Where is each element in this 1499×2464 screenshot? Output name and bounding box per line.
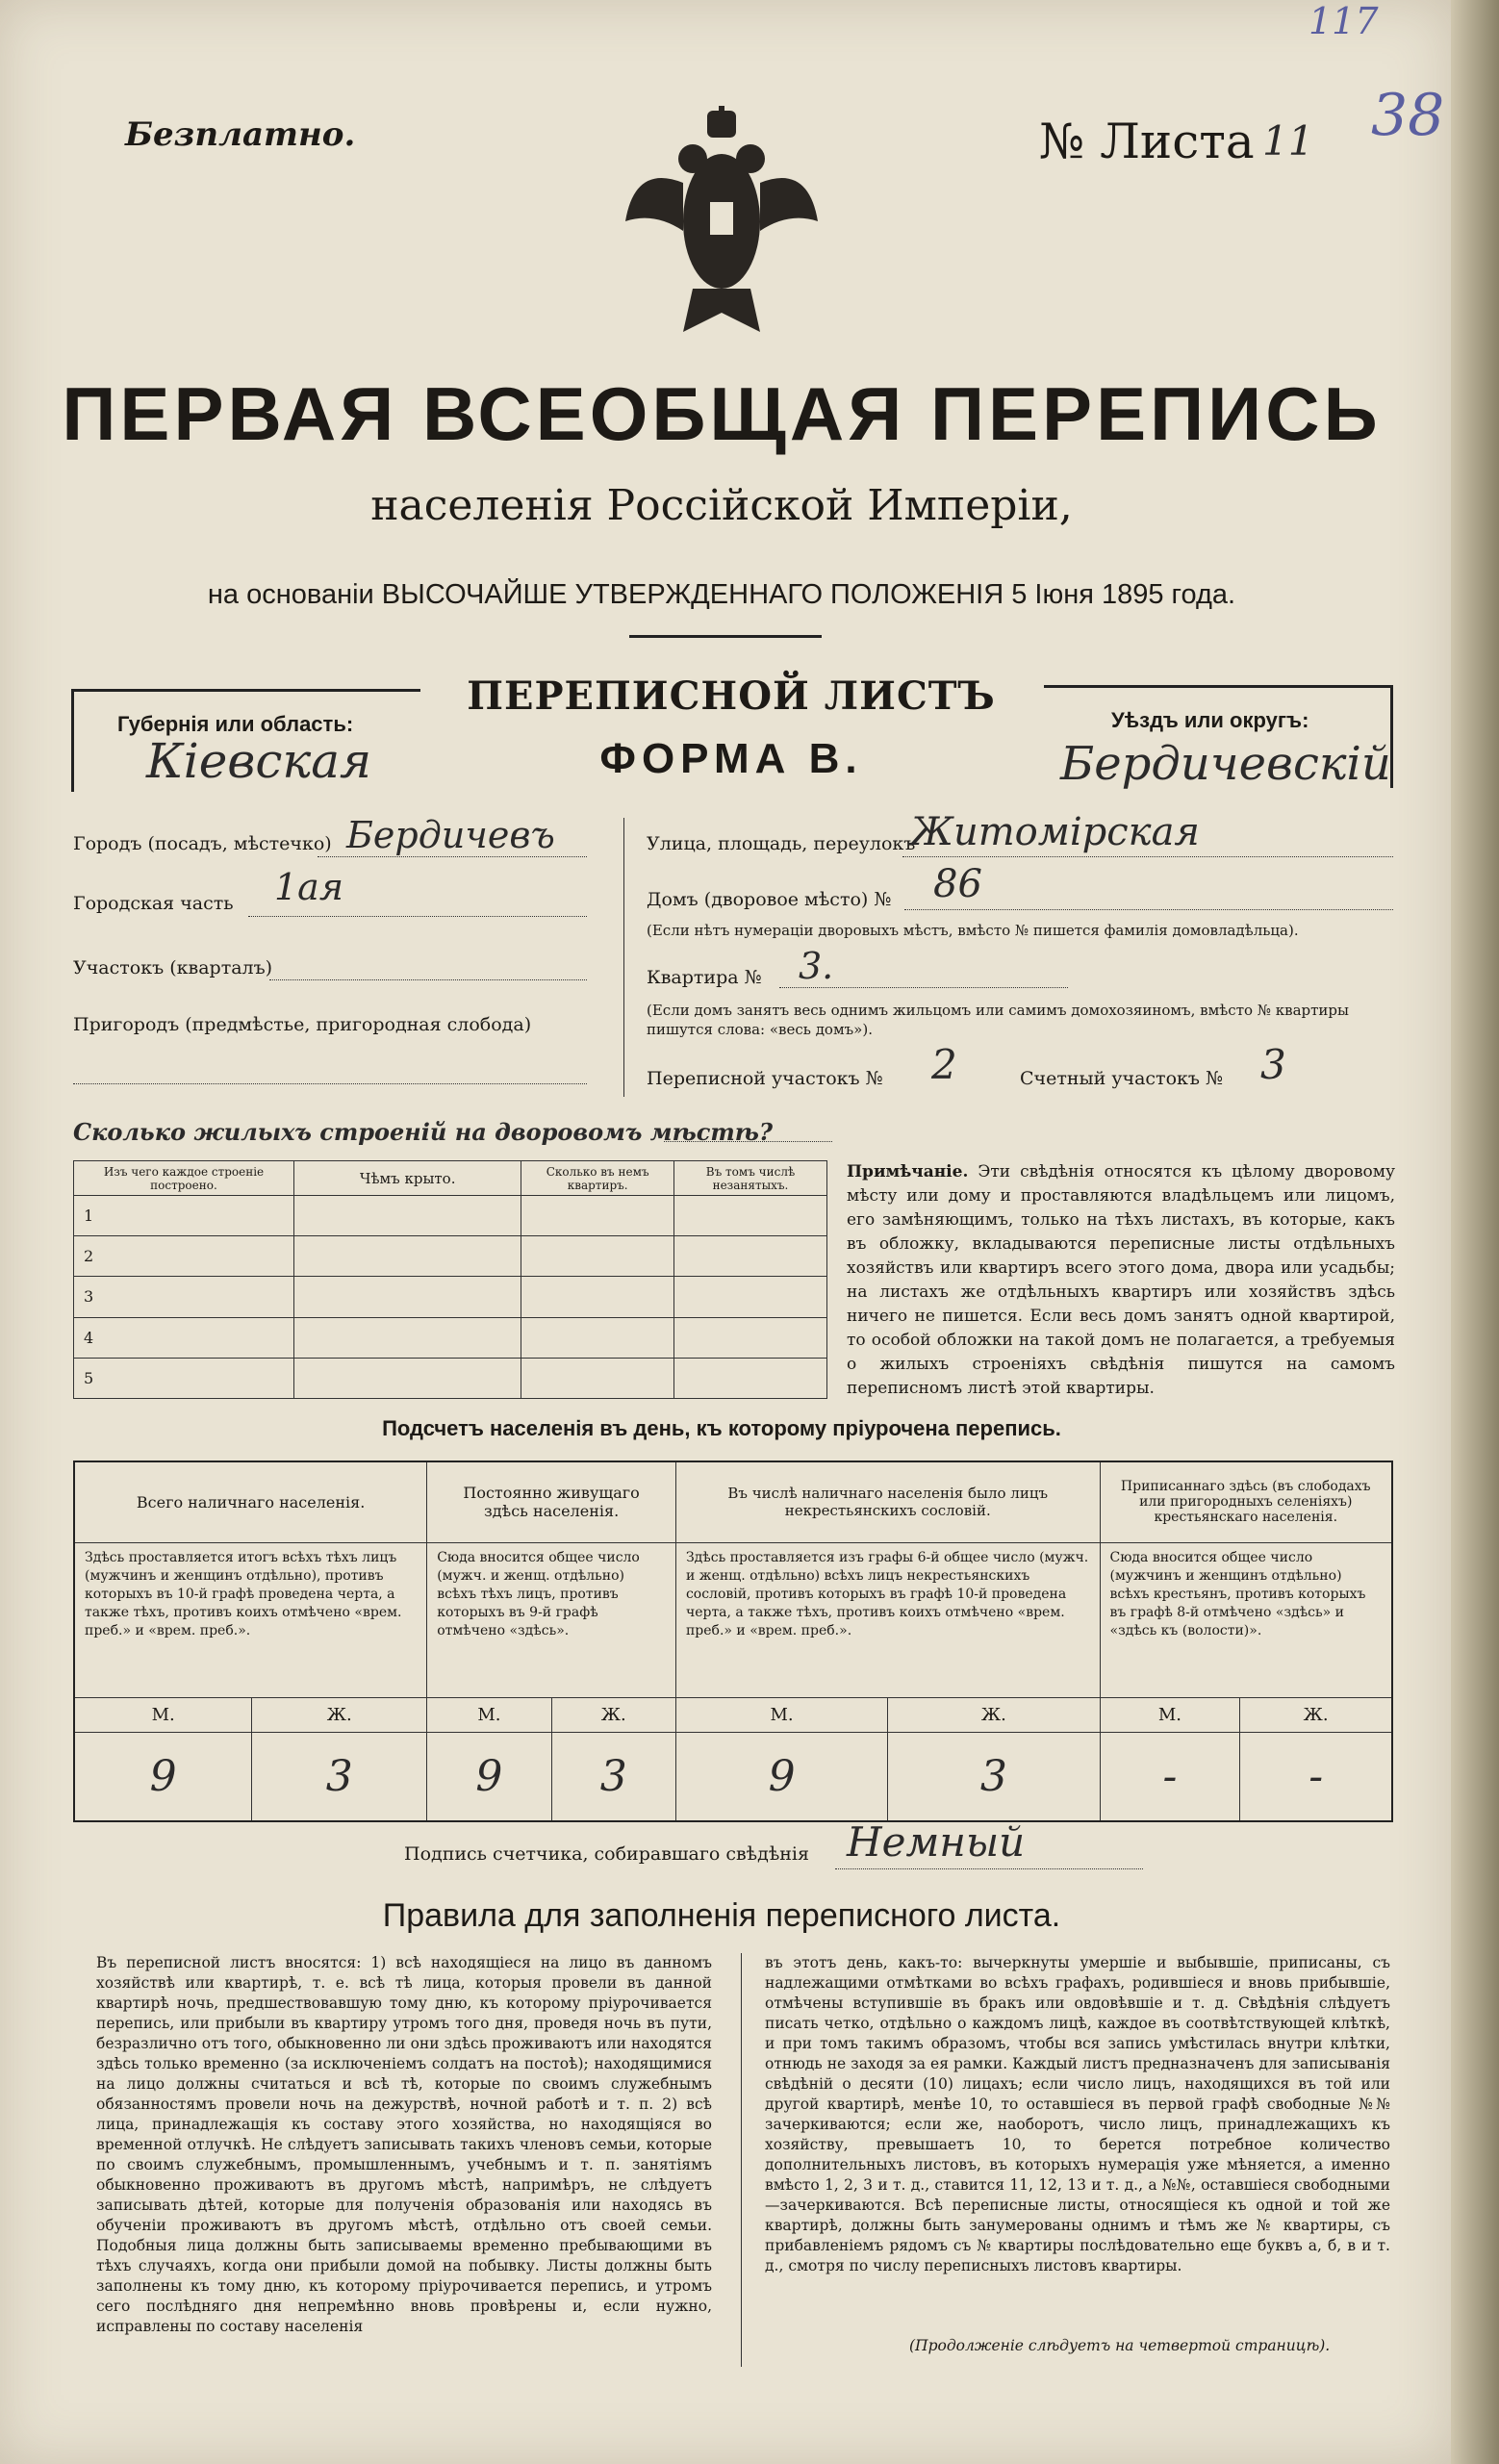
buildings-row-number: 3 — [74, 1277, 294, 1317]
apartment-note: (Если домъ занятъ весь однимъ жильцомъ или самимъ домохозяиномъ, вмѣсто № квартиры пишутся слова: «весь домъ»). — [647, 1002, 1349, 1038]
population-table — [73, 1461, 1393, 1822]
city-value: Бердичевъ — [346, 814, 555, 856]
buildings-row-number: 4 — [74, 1317, 294, 1358]
form-title: ПЕРЕПИСНОЙ ЛИСТЪ — [467, 673, 996, 719]
city-part-label: Городская часть — [73, 893, 234, 914]
archive-page-number: 38 — [1371, 82, 1445, 149]
address-divider — [623, 818, 624, 1097]
section-line — [269, 979, 587, 980]
population-value-f: - — [1240, 1732, 1392, 1821]
population-value-m: - — [1100, 1732, 1240, 1821]
population-m-label: М. — [427, 1697, 551, 1732]
sheet-number-label: № Листа — [1039, 114, 1255, 169]
population-desc-peasant: Сюда вносится общее число (мужчинъ и женщинъ отдѣльно) всѣхъ крестьянъ, противъ которыхъ въ графѣ 8-й отмѣчено «здѣсь» и «здѣсь къ (волости)». — [1100, 1542, 1392, 1697]
signature-label: Подпись счетчика, собиравшаго свѣдѣнія — [404, 1843, 809, 1865]
buildings-note-text: Эти свѣдѣнія относятся къ цѣлому дворовому мѣсту или дому и проставляются владѣльцемъ или лицомъ, его замѣняющимъ, только на тѣхъ листахъ, въ которые, какъ въ обложку, вкладываются переписные листы отдѣльныхъ хозяйствъ или квартиръ всего этого дома, двора или усадьбы; на листахъ же отдѣльныхъ квартиръ или хозяйствъ здѣсь ничего не пишется. Если весь домъ занятъ одной квартирой, то особой обложки на такой домъ не полагается, а требуемыя о жилыхъ строеніяхъ свѣдѣнія пишутся на самомъ переписномъ листѣ этой квартиры. — [847, 1162, 1396, 1398]
double-headed-eagle-icon — [625, 106, 818, 337]
population-f-label: Ж. — [252, 1697, 427, 1732]
buildings-answer-line — [664, 1141, 832, 1142]
signature-value: Немный — [847, 1818, 1026, 1866]
apartment-label: Квартира № — [647, 967, 762, 988]
census-district-label: Переписной участокъ № — [647, 1068, 883, 1089]
population-value-f: 3 — [252, 1732, 427, 1821]
uezd-label: Уѣздъ или округъ: — [1111, 708, 1309, 732]
street-value: Житомірская — [910, 810, 1200, 854]
population-m-label: М. — [74, 1697, 252, 1732]
population-m-label: М. — [1100, 1697, 1240, 1732]
buildings-col-roof: Чѣмъ крыто. — [293, 1161, 521, 1196]
buildings-row-number: 2 — [74, 1236, 294, 1277]
form-legal-basis: на основаніи ВЫСОЧАЙШЕ УТВЕРЖДЕННАГО ПОЛОЖЕНІЯ 5 Іюня 1895 года. — [207, 579, 1236, 610]
rules-column-divider — [741, 1953, 742, 2367]
population-desc-total: Здѣсь проставляется итогъ всѣхъ тѣхъ лицъ (мужчинъ и женщинъ отдѣльно), противъ которыхъ въ 10-й графѣ проведена черта, а также тѣхъ, противъ коихъ отмѣчено «врем. преб.» и «врем. преб.». — [74, 1542, 427, 1697]
house-note: (Если нѣтъ нумераціи дворовыхъ мѣстъ, вмѣсто № пишется фамилія домовладѣльца). — [647, 922, 1299, 939]
street-line — [902, 856, 1393, 857]
population-heading: Подсчетъ населенія въ день, къ которому пріурочена перепись. — [382, 1416, 1061, 1440]
city-label: Городъ (посадъ, мѣстечко) — [73, 833, 332, 854]
book-edge — [1451, 0, 1499, 2464]
form-label: ФОРМА В. — [599, 735, 863, 782]
population-desc-permanent: Сюда вносится общее число (мужч. и женщ. отдѣльно) всѣхъ тѣхъ лицъ, противъ которыхъ въ 9-й графѣ отмѣчено «здѣсь». — [427, 1542, 676, 1697]
buildings-col-material: Изъ чего каждое строеніе построено. — [74, 1161, 294, 1196]
population-f-label: Ж. — [551, 1697, 675, 1732]
suburb-line — [73, 1083, 587, 1084]
buildings-row-number: 5 — [74, 1358, 294, 1398]
population-value-f: 3 — [551, 1732, 675, 1821]
buildings-row-number: 1 — [74, 1196, 294, 1236]
buildings-table — [73, 1160, 827, 1399]
population-col-permanent: Постоянно живущаго здѣсь населенія. — [427, 1461, 676, 1542]
population-col-peasant: Приписаннаго здѣсь (въ слободахъ или пригородныхъ селеніяхъ) крестьянскаго населенія. — [1100, 1461, 1392, 1542]
street-label: Улица, площадь, переулокъ — [647, 833, 916, 854]
uezd-value: Бердичевскій — [1060, 737, 1391, 791]
city-line — [318, 856, 587, 857]
rules-right-column: въ этотъ день, какъ-то: вычеркнуты умершіе и выбывшіе, приписаны, съ надлежащими отмѣтками во всѣхъ графахъ, родившіеся и вновь прибывшіе, отмѣчены вступившіе въ бракъ или овдовѣвшіе и т. д. Свѣдѣнія слѣдуетъ писать четко, отдѣльно о каждомъ лицѣ, каждое въ соотвѣтствующей клѣткѣ, и при томъ такимъ образомъ, чтобы вся запись умѣстилась внутри клѣтки, отнюдь не заходя за ея рамки. Каждый листъ предназначенъ для записыванія свѣдѣній о десяти (10) лицахъ; если число лицъ, находящихся въ той или другой квартирѣ, менѣе 10, то оставшіеся въ первой графѣ свободные №№ зачеркиваются; если же, наоборотъ, число лицъ, принадлежащихъ къ хозяйству, превышаетъ 10, то берется потребное количество дополнительныхъ листовъ, въ которыхъ нумерація уже мѣняется, а именно вмѣсто 1, 2, 3 и т. д., ставится 11, 12, 13 и т. д., а №№, оставшіеся свободными—зачеркиваются. Всѣ переписные листы, относящіеся къ одной и той же квартирѣ, должны быть занумерованы однимъ и тѣмъ же № квартиры, съ прибавленіемъ рядомъ съ № квартиры послѣдовательно еще буквъ а, б, в и т. д., смотря по числу переписныхъ листовъ квартиры. — [765, 1954, 1390, 2274]
city-part-value: 1ая — [274, 866, 343, 908]
count-district-label: Счетный участокъ № — [1020, 1068, 1223, 1089]
rules-continued: (Продолженіе слѣдуетъ на четвертой страницѣ). — [909, 2337, 1331, 2354]
buildings-note-title: Примѣчаніе. — [847, 1162, 969, 1181]
gubernia-value: Кіевская — [146, 733, 372, 789]
buildings-col-vacant: Въ томъ числѣ незанятыхъ. — [673, 1161, 826, 1196]
gubernia-label: Губернія или область: — [117, 712, 354, 736]
rules-heading — [0, 1897, 1443, 1935]
population-value-m: 9 — [427, 1732, 551, 1821]
section-label: Участокъ (кварталъ) — [73, 957, 273, 978]
population-desc-non-peasant: Здѣсь проставляется изъ графы 6-й общее число (мужч. и женщ. отдѣльно) всѣхъ лицъ некрестьянскихъ сословій, противъ которыхъ въ графѣ 10-й проведена черта, а также тѣхъ, противъ коихъ отмѣчено «врем. преб.» и «врем. преб.». — [675, 1542, 1100, 1697]
archive-number: 117 — [1308, 0, 1379, 42]
buildings-question: Сколько жилыхъ строеній на дворовомъ мѣстѣ? — [73, 1118, 774, 1146]
house-label: Домъ (дворовое мѣсто) № — [647, 889, 892, 910]
population-col-non-peasant: Въ числѣ наличнаго населенія было лицъ некрестьянскихъ сословій. — [675, 1461, 1100, 1542]
form-main-title: ПЕРВАЯ ВСЕОБЩАЯ ПЕРЕПИСЬ — [62, 371, 1382, 456]
population-m-label: М. — [675, 1697, 887, 1732]
population-col-total: Всего наличнаго населенія. — [74, 1461, 427, 1542]
buildings-col-apartments: Сколько въ немъ квартиръ. — [521, 1161, 674, 1196]
city-part-line — [248, 916, 587, 917]
suburb-label: Пригородъ (предмѣстье, пригородная слобода) — [73, 1014, 532, 1035]
signature-line — [835, 1868, 1143, 1869]
sheet-number-value: 11 — [1262, 117, 1314, 165]
rules-heading-text: Правила для заполненія переписного листа. — [382, 1897, 1061, 1934]
divider — [629, 635, 822, 638]
rules-left-column: Въ переписной листъ вносятся: 1) всѣ находящіеся на лицо въ данномъ хозяйствѣ или квартирѣ, т. е. всѣ тѣ лица, которыя провели въ данной квартирѣ ночь, предшествовавшую тому дню, къ которому пріурочивается перепись, или прибыли въ квартиру утромъ того дня, проведя ночь въ пути, безразлично отъ того, обыкновенно ли они здѣсь проживаютъ или находятся здѣсь только временно (за исключеніемъ солдатъ на постоѣ); находящимися на лицо должны считаться и всѣ тѣ, которые по своимъ служебнымъ обязанностямъ провели ночь на дежурствѣ, ночной работѣ и т. п. 2) всѣ лица, принадлежащія къ составу этого хозяйства, но находящіяся во временной отлучкѣ. Не слѣдуетъ записывать такихъ членовъ семьи, которые по своимъ служебнымъ, промышленнымъ, учебнымъ и т. п. занятіямъ обыкновенно проживаютъ въ другомъ мѣстѣ, напримѣръ, не слѣдуетъ записывать дѣтей, которые для полученія образованія или находясь въ обученіи проживаютъ въ другомъ мѣстѣ, отдѣльно отъ своей семьи. Подобныя лица должны быть записываемы временно пребывающими въ тѣхъ случаяхъ, когда они прибыли домой на побывку. Листы должны быть заполнены къ тому дню, къ которому пріурочивается перепись, и утромъ сего послѣдняго дня непремѣнно вновь провѣрены и, если нужно, исправлены по составу населенія — [96, 1954, 712, 2335]
free-label: Безплатно. — [125, 115, 356, 154]
house-line — [904, 909, 1393, 910]
population-value-f: 3 — [888, 1732, 1100, 1821]
population-value-m: 9 — [74, 1732, 252, 1821]
population-value-m: 9 — [675, 1732, 887, 1821]
form-subtitle: населенія Россійской Имперіи, — [370, 481, 1073, 530]
census-district-value: 2 — [931, 1041, 957, 1088]
population-f-label: Ж. — [1240, 1697, 1392, 1732]
apartment-value: 3. — [799, 945, 834, 987]
house-value: 86 — [933, 862, 982, 906]
buildings-note — [847, 1160, 1395, 1401]
apartment-line — [779, 987, 1068, 988]
population-f-label: Ж. — [888, 1697, 1100, 1732]
count-district-value: 3 — [1260, 1041, 1286, 1088]
